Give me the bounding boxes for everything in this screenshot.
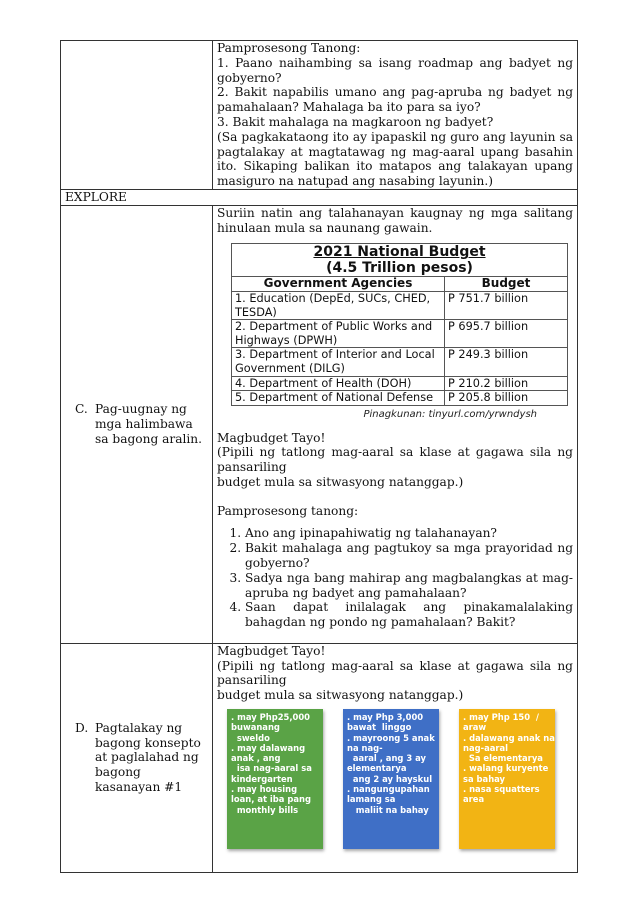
row-c-letter: C. xyxy=(75,402,88,417)
card-line: . may Php25,000 xyxy=(231,711,311,722)
row-d-label-cell xyxy=(61,643,213,872)
budget-row xyxy=(232,320,568,348)
budget-amount: P 249.3 billion xyxy=(445,348,568,376)
national-budget-table xyxy=(231,243,568,405)
budget-row xyxy=(232,376,568,391)
row-top-content xyxy=(213,41,578,190)
row-d-label: Pagtalakay ng bagong konsepto at paglalahad ng bagong kasanayan #1 xyxy=(95,720,201,794)
budget-title-line2: (4.5 Trillion pesos) xyxy=(326,260,473,277)
card-line: maliit na bahay xyxy=(347,804,429,815)
scenario-card-green xyxy=(227,709,323,849)
budget-col-budget: Budget xyxy=(445,277,568,292)
row-c-intro: Suriin natin ang talahanayan kaugnay ng mga salitang hinulaan mula sa naunang gawain. xyxy=(217,205,573,235)
row-pamprosesong-tanong xyxy=(61,41,578,190)
question-item: 4. Saan dapat inilalagak ang pinakamalalaking bahagdan ng pondo ng pamahalaan? Bakit? xyxy=(245,600,573,630)
budget-agency: 1. Education (DepEd, SUCs, CHED, TESDA) xyxy=(232,291,445,319)
budget-scenario-cards xyxy=(227,709,573,849)
card-line: . mayroong 5 anak xyxy=(347,732,435,743)
row-d-magbudget-line2: budget mula sa sitwasyong natanggap.) xyxy=(217,688,464,703)
budget-agency: 4. Department of Health (DOH) xyxy=(232,376,445,391)
budget-title-line1: 2021 National Budget xyxy=(313,244,486,261)
budget-amount: P 205.8 billion xyxy=(445,391,568,406)
top-question-1: 1. Paano naihambing sa isang roadmap ang badyet ng gobyerno? xyxy=(217,55,573,85)
row-c-magbudget-line1: (Pipili ng tatlong mag-aaral sa klase at gagawa sila ng pansariling xyxy=(217,445,573,475)
explore-label: EXPLORE xyxy=(61,189,578,205)
card-line: . nangungupahan xyxy=(347,784,430,795)
card-line: lamang sa xyxy=(347,794,396,805)
budget-row xyxy=(232,291,568,319)
card-line: loan, at iba pang xyxy=(231,794,311,805)
scenario-card-blue xyxy=(343,709,439,849)
question-item: 3. Sadya nga bang mahirap ang magbalangkas at mag-apruba ng badyet ang pamahalaan? xyxy=(245,571,573,601)
row-top-label-cell xyxy=(61,41,213,190)
top-note: (Sa pagkakataong ito ay ipapaskil ng guro ang layunin sa pagtalakay at magtatawag ng mag-aaral upang basahin ito. Sikaping balikan ito matapos ang talakayan upang masiguro na natupad ang nasabing layunin.) xyxy=(217,129,573,189)
budget-row xyxy=(232,348,568,376)
card-line: buwanang xyxy=(231,722,280,733)
row-c-label-cell xyxy=(61,205,213,643)
question-item: 2. Bakit mahalaga ang pagtukoy sa mga prayoridad ng gobyerno? xyxy=(245,541,573,571)
card-line: bawat linggo xyxy=(347,722,412,733)
budget-agency: 3. Department of Interior and Local Government (DILG) xyxy=(232,348,445,376)
row-d-letter: D. xyxy=(75,720,89,735)
budget-row xyxy=(232,391,568,406)
card-line: na nag- xyxy=(347,742,383,753)
budget-amount: P 210.2 billion xyxy=(445,376,568,391)
row-c-label: Pag-uugnay ng mga halimbawa sa bagong aralin. xyxy=(95,402,203,446)
row-c-content xyxy=(213,205,578,643)
budget-amount: P 695.7 billion xyxy=(445,320,568,348)
lesson-plan-page xyxy=(60,40,577,873)
row-c xyxy=(61,205,578,643)
card-line: nag-aaral xyxy=(463,742,509,753)
card-line: . dalawang anak na xyxy=(463,732,555,743)
scenario-card-yellow xyxy=(459,709,555,849)
budget-amount: P 751.7 billion xyxy=(445,291,568,319)
row-d-content xyxy=(213,643,578,872)
card-line: sweldo xyxy=(231,732,270,743)
card-line: monthly bills xyxy=(231,804,299,815)
card-line: araw xyxy=(463,722,487,733)
row-c-magbudget-line2: budget mula sa sitwasyong natanggap.) xyxy=(217,474,464,489)
card-line: kindergarten xyxy=(231,773,293,784)
row-explore xyxy=(61,189,578,205)
row-c-questions xyxy=(217,526,573,630)
row-d-magbudget-title: Magbudget Tayo! xyxy=(217,643,326,658)
top-question-3: 3. Bakit mahalaga na magkaroon ng badyet? xyxy=(217,114,494,129)
row-c-magbudget-title: Magbudget Tayo! xyxy=(217,430,326,445)
card-line: aaral , ang 3 ay xyxy=(347,753,426,764)
budget-agency: 2. Department of Public Works and Highways (DPWH) xyxy=(232,320,445,348)
question-item: 1. Ano ang ipinapahiwatig ng talahanayan? xyxy=(245,526,573,541)
card-line: . may Php 3,000 xyxy=(347,711,424,722)
card-line: . nasa squatters xyxy=(463,784,540,795)
national-budget-figure xyxy=(231,243,567,422)
row-d-magbudget-line1: (Pipili ng tatlong mag-aaral sa klase at gagawa sila ng pansariling xyxy=(217,658,573,688)
top-question-2: 2. Bakit napabilis umano ang pag-apruba ng badyet ng pamahalaan? Mahalaga ba ito para sa iyo? xyxy=(217,85,573,115)
budget-source: Pinagkunan: tinyurl.com/yrwndysh xyxy=(363,408,537,420)
top-heading: Pamprosesong Tanong: xyxy=(217,41,361,55)
card-line: . may housing xyxy=(231,784,298,795)
card-line: elementarya xyxy=(347,763,407,774)
card-line: Sa elementarya xyxy=(463,753,543,764)
card-line: area xyxy=(463,794,485,805)
card-line: isa nag-aaral sa xyxy=(231,763,312,774)
lesson-plan-table xyxy=(60,40,578,873)
card-line: . walang kuryente xyxy=(463,763,549,774)
card-line: anak , ang xyxy=(231,753,281,764)
row-c-pamprosesong-heading: Pamprosesong tanong: xyxy=(217,503,359,518)
card-line: ang 2 ay hayskul xyxy=(347,773,433,784)
budget-agency: 5. Department of National Defense xyxy=(232,391,445,406)
row-d xyxy=(61,643,578,872)
card-line: sa bahay xyxy=(463,773,506,784)
card-line: . may dalawang xyxy=(231,742,306,753)
card-line: . may Php 150 / xyxy=(463,711,539,722)
budget-col-agency: Government Agencies xyxy=(232,277,445,292)
